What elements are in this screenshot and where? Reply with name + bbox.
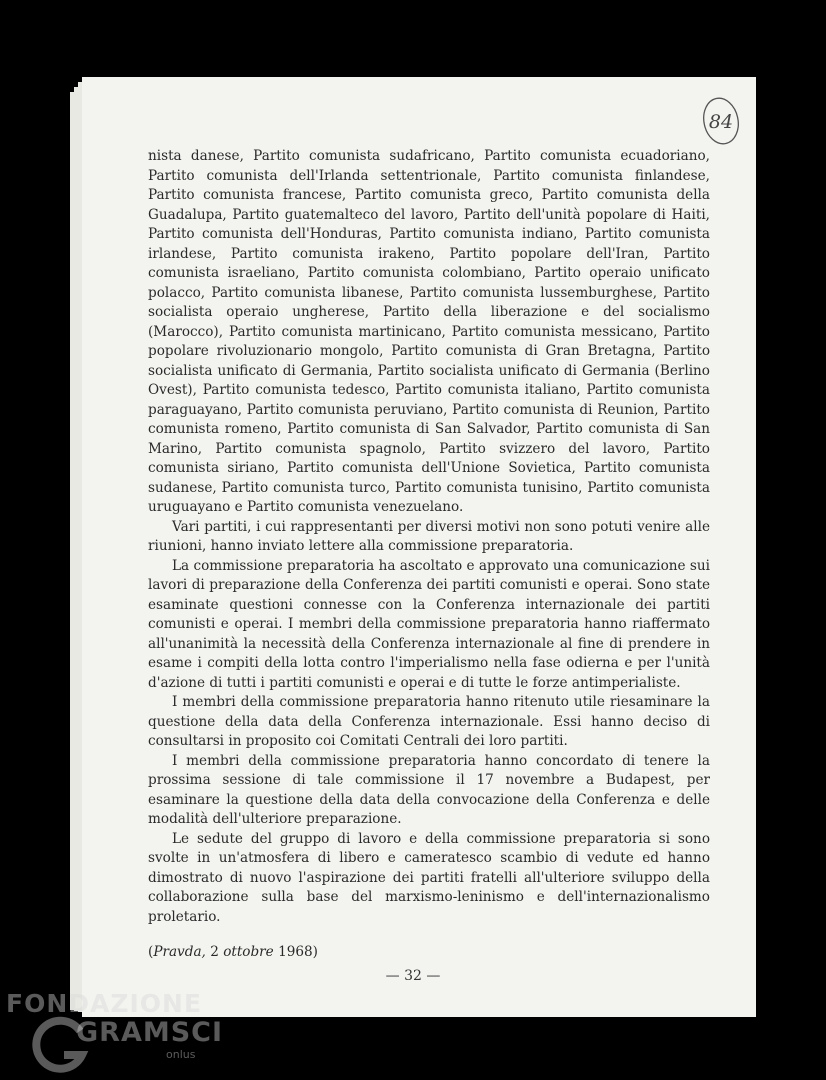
- source-month: ottobre: [223, 944, 274, 960]
- watermark-line1: FONDAZIONE: [6, 989, 203, 1018]
- handwritten-page-number-text: 84: [708, 111, 734, 133]
- watermark: [0, 985, 240, 1080]
- watermark-line3: onlus: [166, 1048, 196, 1061]
- paragraph-party-list: nista danese, Partito comunista sudafricano, Partito comunista ecuadoriano, Partito comunista dell'Irlanda settentrionale, Partito comunista finlandese, Partito comunista francese, Partito comunista greco, Partito comunista della Guadalupa, Partito guatemalteco del lavoro, Partito dell'unità popolare di Haiti, Partito comunista dell'Honduras, Partito comunista indiano, Partito comunista irlandese, Partito comunista irakeno, Partito popolare dell'Iran, Partito comunista israeliano, Partito comunista colombiano, Partito operaio unificato polacco, Partito comunista libanese, Partito comunista lussemburghese, Partito socialista operaio ungherese, Partito della liberazione e del socialismo (Marocco), Partito comunista martinicano, Partito comunista messicano, Partito popolare rivoluzionario mongolo, Partito comunista di Gran Bretagna, Partito socialista unificato di Germania, Partito socialista unificato di Germania (Berlino Ovest), Partito comunista tedesco, Partito comunista italiano, Partito comunista paraguayano, Partito comunista peruviano, Partito comunista di Reunion, Partito comunista romeno, Partito comunista di San Salvador, Partito comunista di San Marino, Partito comunista spagnolo, Partito svizzero del lavoro, Partito comunista siriano, Partito comunista dell'Unione Sovietica, Partito comunista sudanese, Partito comunista turco, Partito comunista tunisino, Partito comunista uruguayano e Partito comunista venezuelano.: [148, 148, 710, 515]
- source-day: 2: [210, 944, 219, 960]
- source-open-paren: (: [148, 944, 154, 960]
- paragraph-atmosphere: Le sedute del gruppo di lavoro e della commissione preparatoria si sono svolte in un'atmosfera di libero e cameratesco scambio di vedute ed hanno dimostrato di nuovo l'aspirazione dei partiti fratelli all'ulteriore sviluppo della collaborazione sulla base del marxismo-leninismo e dell'internazionalismo proletario.: [148, 830, 710, 925]
- source-publication: Pravda,: [153, 944, 206, 960]
- paragraph-commission-report: La commissione preparatoria ha ascoltato e approvato una comunicazione sui lavori di preparazione della Conferenza dei partiti comunisti e operai. Sono state esaminate questioni connesse con la Conferenza internazionale dei partiti comunisti e operai. I membri della commissione preparatoria hanno riaffermato all'unanimità la necessità della Conferenza internazionale al fine di prendere in esame i compiti della lotta contro l'imperialismo nella fase odierna e per l'unità d'azione di tutti i partiti comunisti e operai e di tutte le forze antimperialiste.: [148, 557, 710, 691]
- paragraph-next-session: I membri della commissione preparatoria hanno concordato di tenere la prossima sessione di tale commissione il 17 novembre a Budapest, per esaminare la questione della data della convocazione della Conferenza e delle modalità dell'ulteriore preparazione.: [148, 752, 710, 827]
- paragraph-letters: Vari partiti, i cui rappresentanti per diversi motivi non sono potuti venire alle riunioni, hanno inviato lettere alla commissione preparatoria.: [148, 518, 710, 554]
- handwritten-page-number: [700, 95, 742, 147]
- source-citation: [148, 943, 710, 963]
- watermark-line2: GRAMSCI: [76, 1017, 224, 1048]
- body-text: [148, 147, 710, 963]
- page-number: — 32 —: [385, 968, 441, 984]
- paragraph-date-review: I membri della commissione preparatoria hanno ritenuto utile riesaminare la questione della data della Conferenza internazionale. Essi hanno deciso di consultarsi in proposito coi Comitati Centrali dei loro partiti.: [148, 694, 710, 749]
- source-year: 1968): [278, 944, 318, 960]
